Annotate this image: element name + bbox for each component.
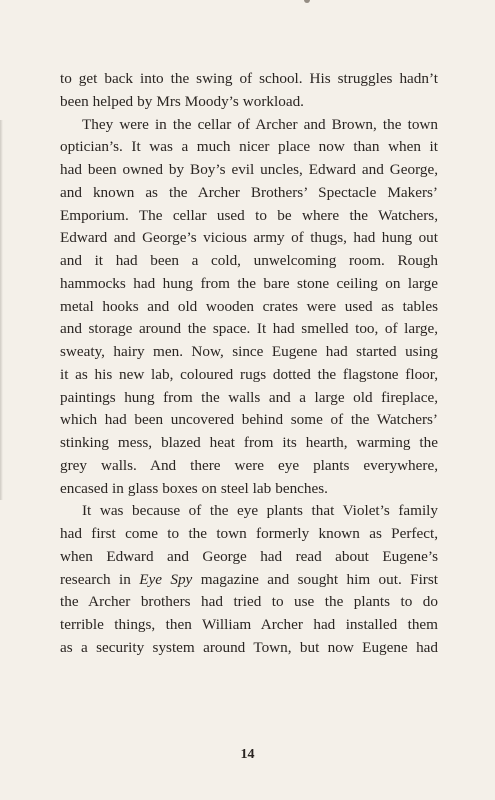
text-line: terrible things, then William Archer had installed them (60, 616, 438, 633)
page-left-shadow (0, 120, 3, 500)
text-line: and storage around the space. It had smelled too, of large, (60, 320, 438, 338)
page-top-mark (304, 0, 310, 3)
text-line: sweaty, hairy men. Now, since Eugene had started using (60, 343, 438, 360)
text-line: and it had been a cold, unwelcoming room. Rough (60, 252, 438, 269)
text-line: They were in the cellar of Archer and Brown, the town (82, 115, 438, 133)
paragraph-1 (60, 68, 438, 114)
body-text (60, 68, 438, 660)
paragraph-3 (60, 500, 438, 659)
text-line: been helped by Mrs Moody’s workload. (60, 92, 304, 110)
text-line: as a security system around Town, but now Eugene had (60, 638, 438, 656)
text-fragment: research in (60, 570, 140, 588)
text-line: when Edward and George had read about Eugene’s (60, 547, 438, 565)
text-line-with-title (60, 569, 438, 592)
text-line: the Archer brothers had tried to use the plants to do (60, 593, 438, 611)
text-line: had first come to the town formerly known as Perfect, (60, 525, 438, 542)
page-number: 14 (240, 747, 255, 762)
text-line: stinking mess, blazed heat from its hearth, warming the (60, 434, 438, 451)
text-line: Edward and George’s vicious army of thugs, had hung out (60, 229, 438, 247)
text-line: and known as the Archer Brothers’ Spectacle Makers’ (60, 183, 438, 201)
text-line: It was because of the eye plants that Violet’s family (82, 502, 438, 520)
paragraph-2 (60, 114, 438, 501)
text-line: encased in glass boxes on steel lab benches. (60, 479, 328, 497)
text-line: had been owned by Boy’s evil uncles, Edward and George, (60, 161, 438, 178)
text-line: metal hooks and old wooden crates were used as tables (60, 297, 438, 315)
text-line: optician’s. It was a much nicer place now than when it (60, 138, 438, 156)
text-line: hammocks had hung from the bare stone ceiling on large (60, 274, 438, 292)
text-line: it as his new lab, coloured rugs dotted the flagstone floor, (60, 365, 438, 383)
text-line: Emporium. The cellar used to be where the Watchers, (60, 206, 438, 224)
magazine-title: Eye Spy (139, 570, 193, 588)
text-line: paintings hung from the walls and a large old fireplace, (60, 388, 438, 406)
text-line: which had been uncovered behind some of the Watchers’ (60, 411, 438, 429)
text-line: grey walls. And there were eye plants everywhere, (60, 456, 438, 474)
text-line: to get back into the swing of school. His struggles hadn’t (60, 70, 438, 87)
text-fragment: magazine and sought him out. First (192, 570, 438, 588)
